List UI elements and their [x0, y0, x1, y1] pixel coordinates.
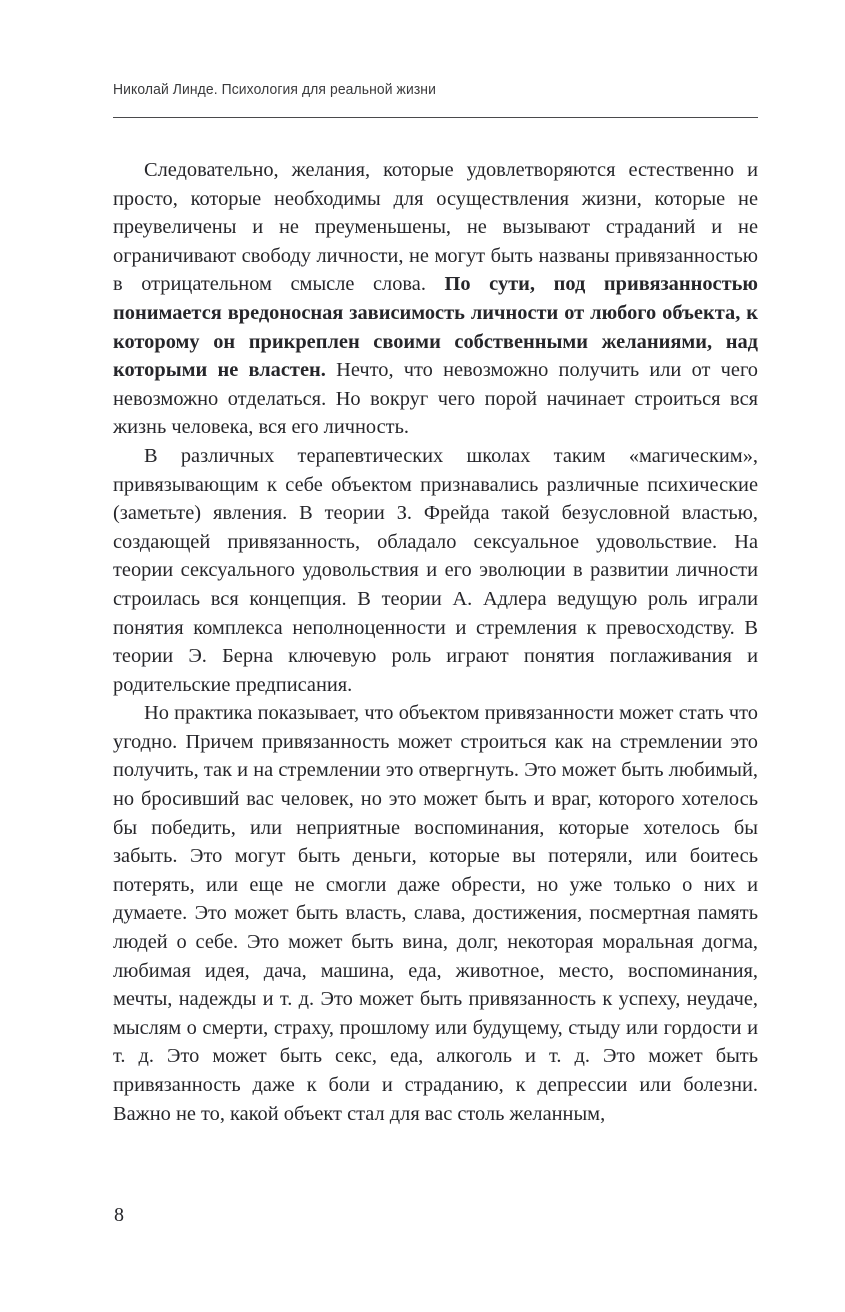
running-head-title: Николай Линде. Психология для реальной жизни	[113, 82, 436, 98]
paragraph-2	[113, 442, 758, 699]
paragraph-3	[113, 699, 758, 1128]
paragraph-1-lead: Следовательно, желания, которые удовлетворяются естественно и просто, которые необходимы для осуществления жизни, которые не преувеличены и не преуменьшены, не вызывают страданий и не ограничивают свободу личности, не могут быть названы привязанностью в отрицательном смысле слова.	[113, 159, 758, 296]
paragraph-1-tail: Нечто, что невозможно получить или от чего невозможно отделаться. Но вокруг чего порой начинает строиться вся жизнь человека, вся его личность.	[113, 359, 758, 439]
header-divider-rule	[113, 117, 758, 118]
paragraph-2-text: В различных терапевтических школах таким «магическим», привязывающим к себе объектом признавались различные психические (заметьте) явления. В теории З. Фрейда такой безусловной властью, создающей привязанность, обладало сексуальное удовольствие. На теории сексуального удовольствия и его эволюции в развитии личности строилась вся концепция. В теории А. Адлера ведущую роль играли понятия комплекса неполноценности и стремления к превосходству. В теории Э. Берна ключевую роль играют понятия поглаживания и родительские предписания.	[113, 444, 758, 696]
body-text-block	[113, 156, 758, 1128]
running-head	[113, 80, 758, 100]
paragraph-1	[113, 156, 758, 442]
page-number: 8	[114, 1204, 124, 1226]
paragraph-3-text: Но практика показывает, что объектом привязанности может стать что угодно. Причем привязанность может строиться как на стремлении это получить, так и на стремлении это отвергнуть. Это может быть любимый, но бросивший вас человек, но это может быть и враг, которого хотелось бы победить, или неприятные воспоминания, которые хотелось бы забыть. Это могут быть деньги, которые вы потеряли, или боитесь потерять, или еще не смогли даже обрести, но уже только о них и думаете. Это может быть власть, слава, достижения, посмертная память людей о себе. Это может быть вина, долг, некоторая моральная догма, любимая идея, дача, машина, еда, животное, место, воспоминания, мечты, надежды и т. д. Это может быть привязанность к успеху, неудаче, мыслям о смерти, страху, прошлому или будущему, стыду или гордости и т. д. Это может быть секс, еда, алкоголь и т. д. Это может быть привязанность даже к боли и страданию, к депрессии или болезни. Важно не то, какой объект стал для вас столь желанным,	[113, 702, 758, 1125]
paragraph-1-bold-definition: По сути, под привязанностью понимается вредоносная зависимость личности от любого объекта, к которому он прикреплен своими собственными желаниями, над которыми не властен.	[113, 273, 758, 382]
